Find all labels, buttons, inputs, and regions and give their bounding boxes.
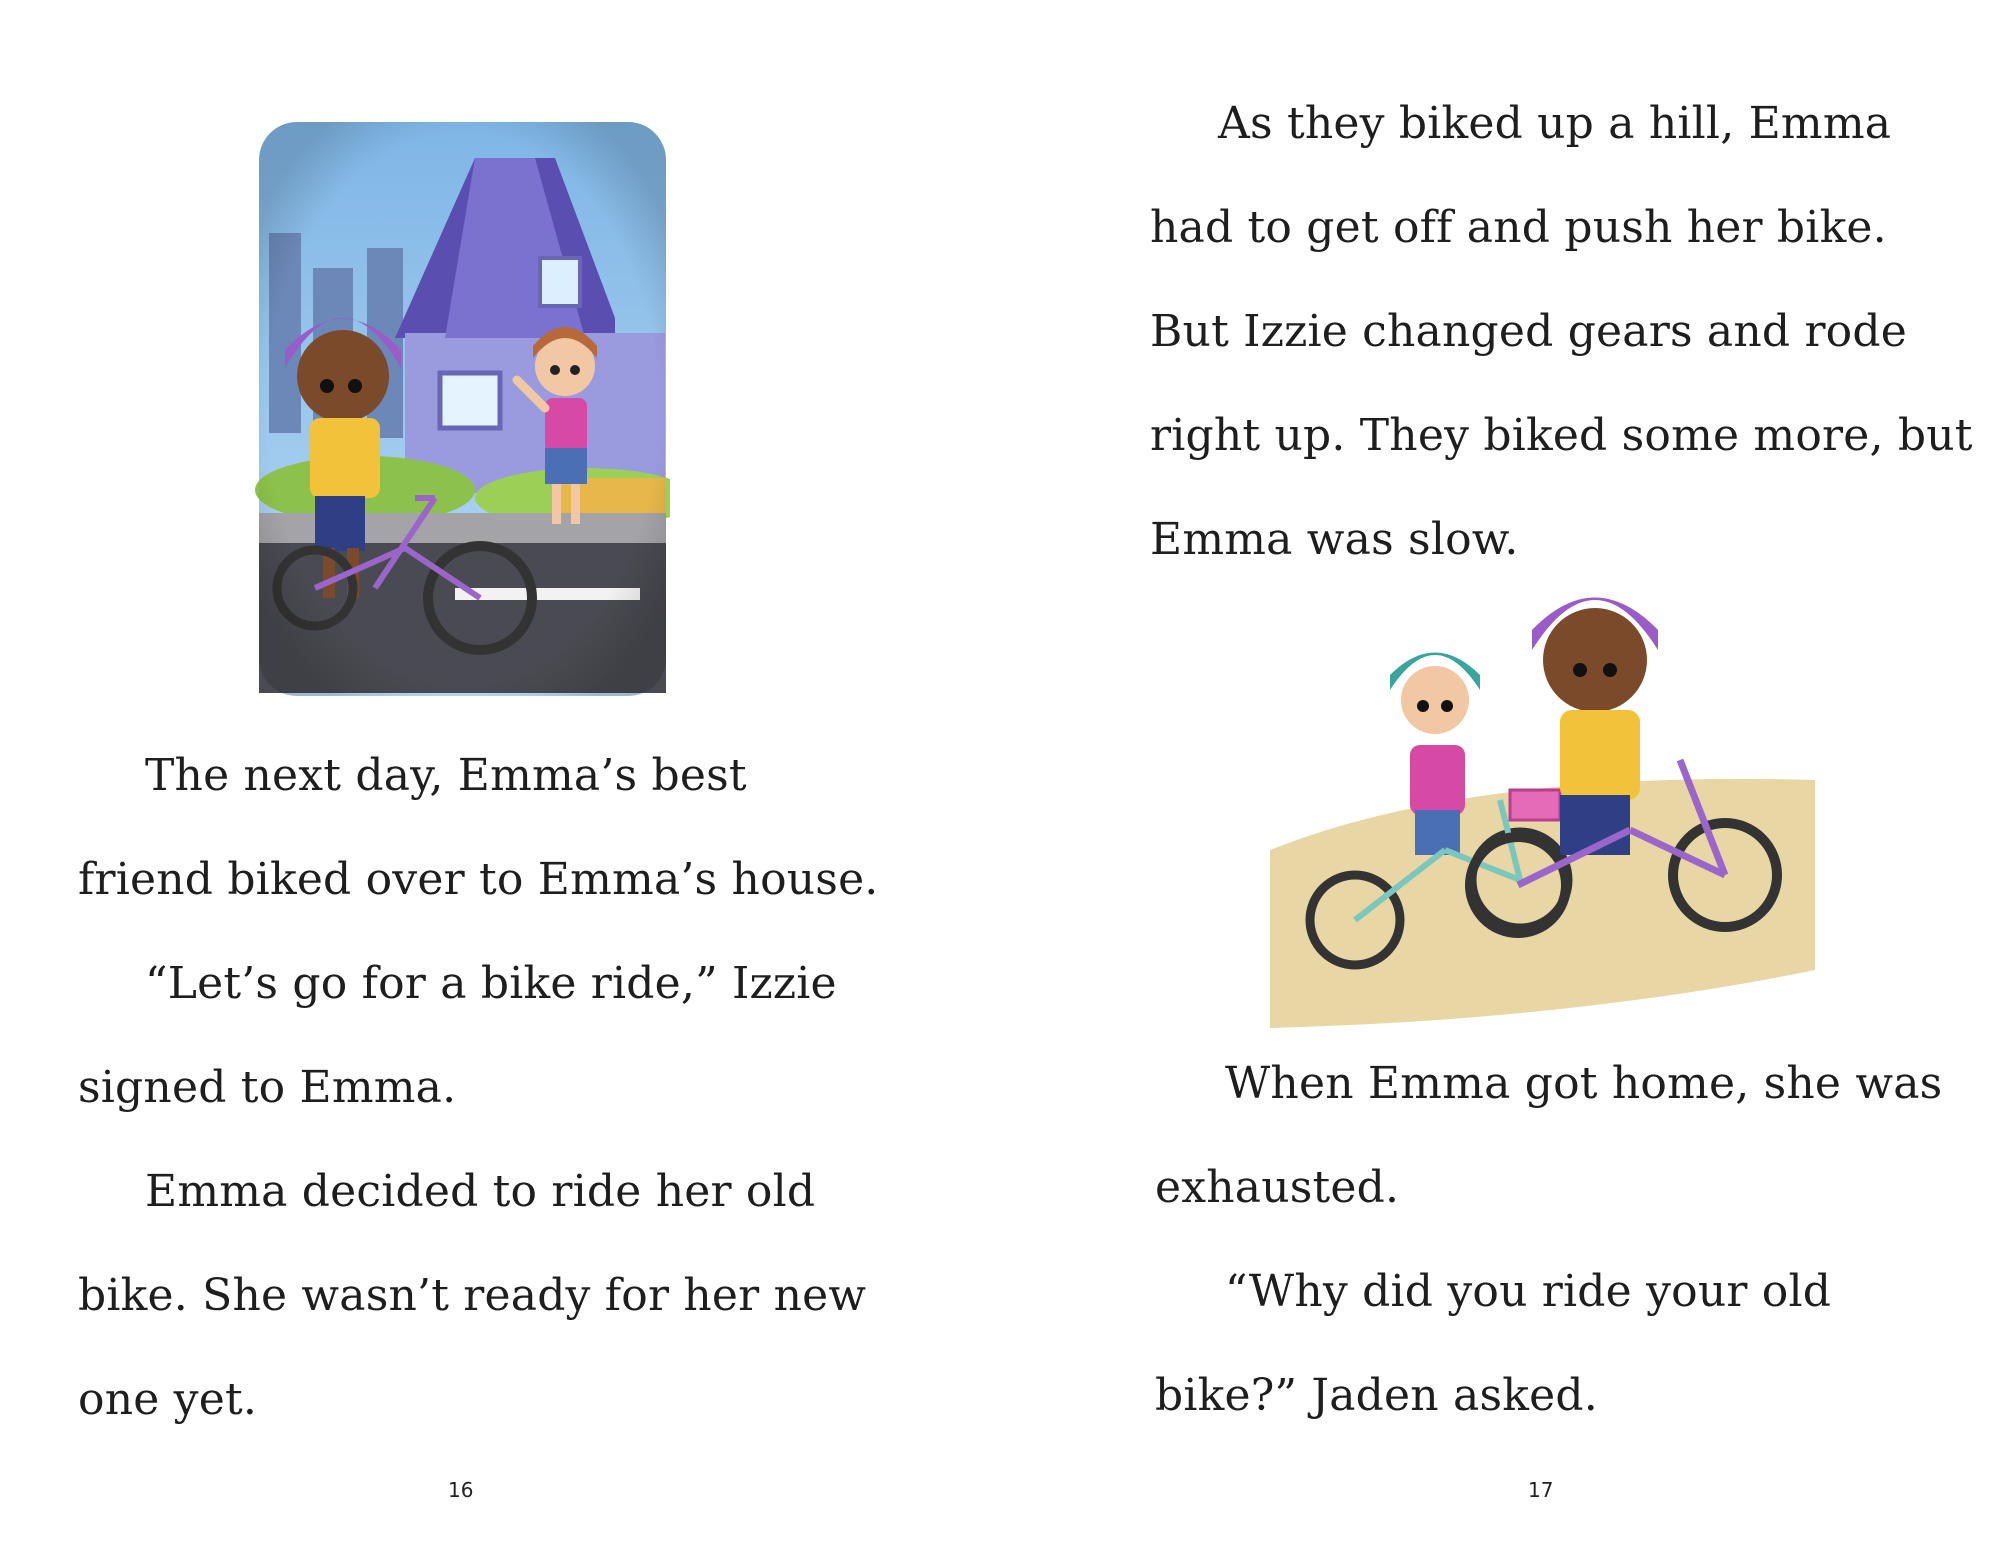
text-line: The next day, Emma’s best [145, 750, 747, 801]
text-line: “Let’s go for a bike ride,” Izzie [145, 958, 837, 1009]
text-line: bike?” Jaden asked. [1155, 1370, 1598, 1421]
illustration-girls-biking-uphill [1270, 550, 1815, 1028]
page-number-left: 16 [448, 1478, 474, 1502]
text-line: As they biked up a hill, Emma [1218, 98, 1892, 149]
text-line: friend biked over to Emma’s house. [78, 854, 879, 905]
text-line: had to get off and push her bike. [1150, 202, 1887, 253]
text-line: “Why did you ride your old [1225, 1266, 1832, 1317]
house-scene-image [255, 118, 670, 700]
text-line: But Izzie changed gears and rode [1150, 306, 1907, 357]
illustration-emma-izzie-house [255, 118, 670, 700]
text-line: Emma decided to ride her old [145, 1166, 816, 1217]
text-line: Emma was slow. [1150, 514, 1519, 565]
text-line: When Emma got home, she was [1225, 1058, 1943, 1109]
right-page [1000, 0, 2000, 1543]
text-line: signed to Emma. [78, 1062, 457, 1113]
text-line: right up. They biked some more, but [1150, 410, 1973, 461]
text-line: bike. She wasn’t ready for her new [78, 1270, 867, 1321]
biking-scene-image [1270, 550, 1815, 1028]
text-line: exhausted. [1155, 1162, 1400, 1213]
page-number-right: 17 [1528, 1478, 1554, 1502]
text-line: one yet. [78, 1374, 258, 1425]
